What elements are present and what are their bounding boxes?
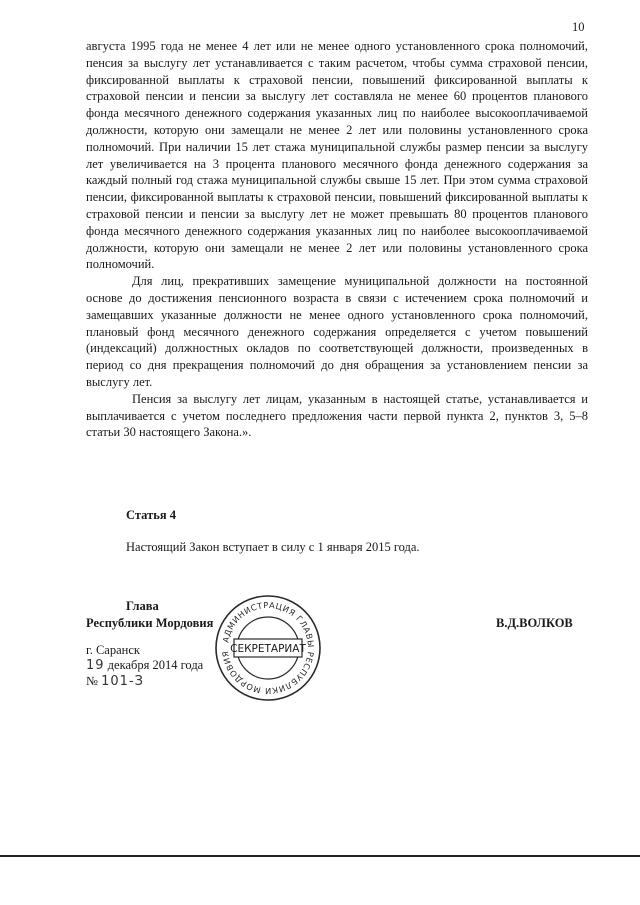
article-title: Статья 4 [126,508,176,522]
bottom-rule [0,855,640,857]
date-rest: декабря 2014 года [107,658,204,672]
date-day-handwritten: 19 [86,658,105,673]
law-number-prefix: № [86,674,98,688]
body-text [86,38,588,441]
page-number: 10 [572,20,585,34]
law-number [86,674,144,689]
place-of-signing: г. Саранск [86,643,140,657]
paragraph: августа 1995 года не менее 4 лет или не менее одного установленного срока полномочий, пенсия за выслугу лет устанавливается с таким расчетом, чтобы сумма страховой пенсии, фиксированной выплаты к страховой пенсии, повышений фиксированной выплаты к страховой пенсии и пенсии за выслугу лет составляла не менее 60 процентов планового фонда месячного денежного содержания указанных лиц по наиболее высокооплачиваемой должности, которую они замещали не менее 2 лет или половины установленного срока полномочий. При наличии 15 лет стажа муниципальной службы размер пенсии за выслугу лет увеличивается на 3 процента планового месячного фонда денежного содержания за каждый полный год стажа муниципальной службы свыше 15 лет. При этом сумма страховой пенсии, фиксированной выплаты к страховой пенсии, повышений фиксированной выплаты к страховой пенсии и пенсии за выслугу лет не может превышать 80 процентов планового фонда месячного денежного содержания указанных лиц по наиболее высокооплачиваемой должности, которую они замещали не менее 2 лет или половины установленного срока полномочий. [86,39,588,272]
paragraph: Для лиц, прекративших замещение муниципальной должности на постоянной основе до достижения пенсионного возраста в связи с истечением срока полномочий и замещавших указанные должности не менее одного установленного срока полномочий, плановый фонд месячного денежного содержания определяется с учетом повышений (индексаций) должностных окладов по соответствующей должности, произведенных в период со дня прекращения полномочий до дня обращения за установлением пенсии за выслугу лет. [86,274,588,389]
paragraph: Пенсия за выслугу лет лицам, указанным в настоящей статье, устанавливается и выплачивается с учетом последнего предложения части первой пункта 2, пунктов 3, 5–8 статьи 30 настоящего Закона.». [86,391,588,440]
signatory-title-line2: Республики Мордовия [86,616,214,630]
secretariat-stamp [212,592,324,704]
stamp-center-text: СЕКРЕТАРИАТ [230,643,306,655]
article-text: Настоящий Закон вступает в силу с 1 января 2015 года. [126,540,420,554]
law-number-value: 101-З [101,674,144,689]
signing-date [86,658,203,673]
signatory-name: В.Д.ВОЛКОВ [496,616,573,630]
signatory-title-line1: Глава [126,599,159,613]
stamp-ring-text: АДМИНИСТРАЦИЯ ГЛАВЫ РЕСПУБЛИКИ МОРДОВИЯ [220,599,317,697]
